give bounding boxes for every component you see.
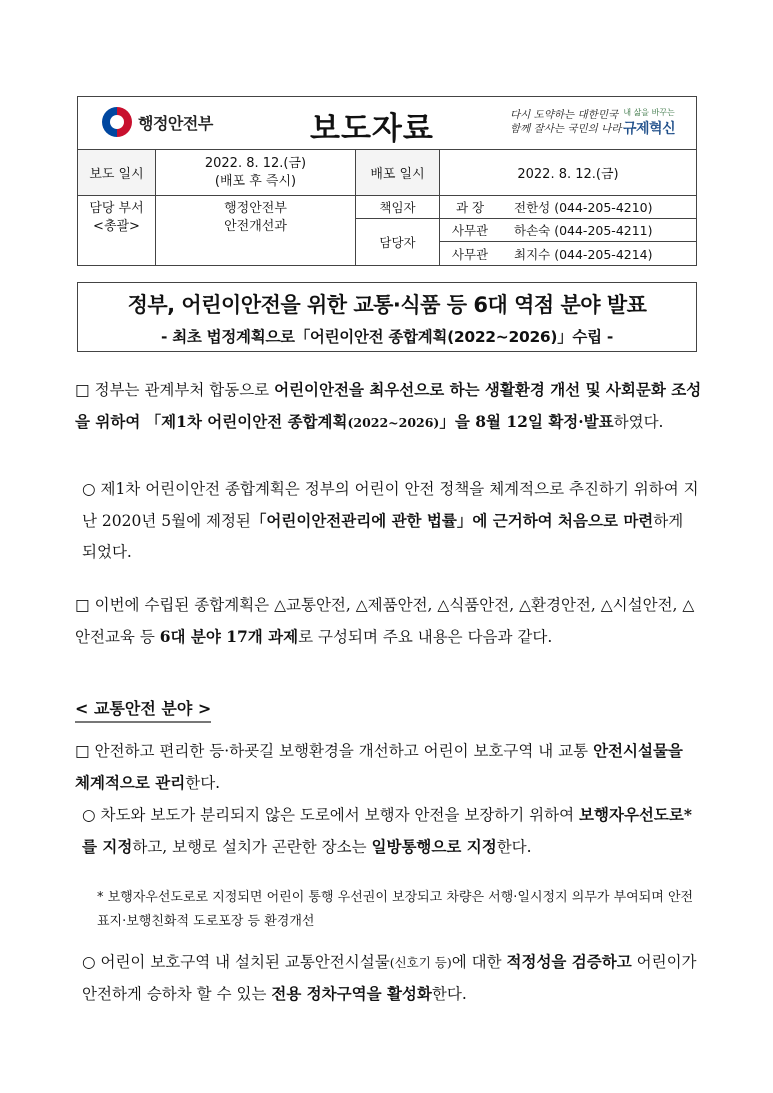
headline-box: [77, 282, 697, 352]
press-header-table: [77, 96, 697, 266]
regulation-innovation-badge: 내 삶을 바꾸는 규제혁신: [623, 108, 676, 137]
press-date-value: 2022. 8. 12.(금) (배포 후 즉시): [156, 150, 356, 196]
role-labels: [356, 196, 440, 265]
contact-row-3: 사무관 최지수 (044-205-4214): [451, 246, 653, 262]
contact-label: 담당자: [379, 235, 416, 250]
taegeuk-icon: [102, 107, 132, 137]
contacts-list: [440, 196, 696, 265]
paragraph-4: □ 안전하고 편리한 등·하굣길 보행환경을 개선하고 어린이 보호구역 내 교통 안전시설물을 체계적으로 관리한다.: [75, 741, 683, 792]
paragraph-2: ○ 제1차 어린이안전 종합계획은 정부의 어린이 안전 정책을 체계적으로 추진하기 위하여 지난 2020년 5월에 제정된「어린이안전관리에 관한 법률」에 근거하여 처음으로 마련하게 되었다.: [82, 480, 699, 561]
paragraph-1: □ 정부는 관계부처 합동으로 어린이안전을 최우선으로 하는 생활환경 개선 및 사회문화 조성을 위하여 「제1차 어린이안전 종합계획(2022~2026)」을 8월 12일 확정·발표하였다.: [75, 380, 702, 431]
contact-row: [78, 196, 696, 265]
section-traffic-safety: < 교통안전 분야 >: [75, 696, 211, 723]
footnote: * 보행자우선도로로 지정되면 어린이 통행 우선권이 보장되고 차량은 서행·일시정지 의무가 부여되며 안전표지·보행친화적 도로포장 등 환경개선: [97, 890, 694, 929]
ministry-logo: [102, 107, 213, 137]
headline-title: 정부, 어린이안전을 위한 교통·식품 등 6대 역점 분야 발표: [127, 293, 647, 317]
ministry-name: 행정안전부: [138, 113, 213, 133]
distribution-date-value: 2022. 8. 12.(금): [440, 150, 696, 196]
date-row: [78, 150, 696, 196]
responsible-label: 책임자: [356, 196, 439, 219]
paragraph-5: ○ 차도와 보도가 분리되지 않은 도로에서 보행자 안전을 보장하기 위하여 보행자우선도로*를 지정하고, 보행로 설치가 곤란한 장소는 일방통행으로 지정한다.: [82, 805, 692, 856]
paragraph-3: □ 이번에 수립된 종합계획은 △교통안전, △제품안전, △식품안전, △환경안전, △시설안전, △안전교육 등 6대 분야 17개 과제로 구성되며 주요 내용은 다음과 같다.: [75, 596, 695, 646]
distribution-date-label: 배포 일시: [356, 150, 440, 196]
press-date-label: 보도 일시: [78, 150, 156, 196]
contact-row-1: 과 장 전한성 (044-205-4210): [440, 196, 696, 219]
department-label: 담당 부서 <총괄>: [78, 196, 156, 265]
department-value: 행정안전부 안전개선과: [156, 196, 356, 265]
paragraph-6: ○ 어린이 보호구역 내 설치된 교통안전시설물(신호기 등)에 대한 적정성을 검증하고 어린이가 안전하게 승하차 할 수 있는 전용 정차구역을 활성화한다.: [82, 952, 697, 1003]
headline-subtitle: - 최초 법정계획으로「어린이안전 종합계획(2022~2026)」수립 -: [161, 328, 613, 346]
government-slogan: 다시 도약하는 대한민국 함께 잘사는 국민의 나라: [510, 109, 622, 135]
contact-row-2: 사무관 하손숙 (044-205-4211): [440, 219, 696, 242]
press-release-title: 보도자료: [310, 111, 434, 147]
header-top-row: [78, 97, 696, 150]
